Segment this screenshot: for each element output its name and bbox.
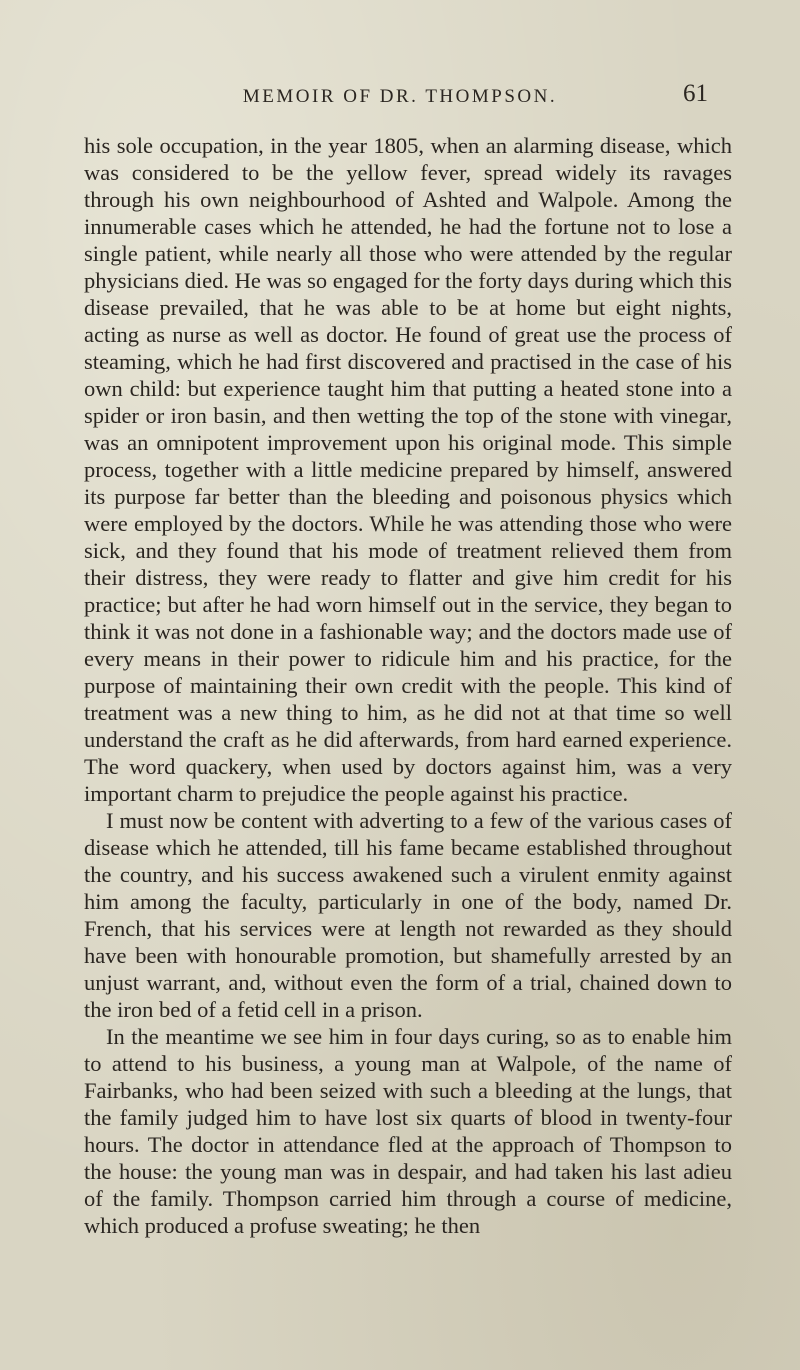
page-header	[0, 80, 800, 116]
running-title: MEMOIR OF DR. THOMPSON.	[242, 86, 558, 107]
paragraph: his sole occupation, in the year 1805, when an alarming disease, which was considered to be the yellow fever, spread widely its ravages through his own neighbourhood of Ashted and Walpole. Among the innumerable cases which he attended, he had the fortune not to lose a single patient, while nearly all those who were attended by the regular physicians died. He was so engaged for the forty days during which this disease prevailed, that he was able to be at home but eight nights, acting as nurse as well as doctor. He found of great use the process of steaming, which he had first discovered and practised in the case of his own child: but experience taught him that putting a heated stone into a spider or iron basin, and then wetting the top of the stone with vinegar, was an omnipotent improvement upon his original mode. This simple process, together with a little medicine prepared by himself, answered its purpose far better than the bleeding and poisonous physics which were employed by the doctors. While he was attending those who were sick, and they found that his mode of treatment relieved them from their distress, they were ready to flatter and give him credit for his practice; but after he had worn himself out in the service, they began to think it was not done in a fashionable way; and the doctors made use of every means in their power to ridicule him and his practice, for the purpose of maintaining their own credit with the people. This kind of treatment was a new thing to him, as he did not at that time so well understand the craft as he did afterwards, from hard earned experience. The word quackery, when used by doctors against him, was a very important charm to prejudice the people against his practice.	[84, 133, 732, 806]
paragraph: In the meantime we see him in four days curing, so as to enable him to attend to his business, a young man at Walpole, of the name of Fairbanks, who had been seized with such a bleeding at the lungs, that the family judged him to have lost six quarts of blood in twenty-four hours. The doctor in attendance fled at the approach of Thompson to the house: the young man was in despair, and had taken his last adieu of the family. Thompson carried him through a course of medicine, which produced a profuse sweating; he then	[84, 1024, 732, 1238]
paragraph: I must now be content with adverting to a few of the various cases of disease which he attended, till his fame became established throughout the country, and his success awakened such a virulent enmity against him among the faculty, particularly in one of the body, named Dr. French, that his services were at length not rewarded as they should have been with honourable promotion, but shamefully arrested by an unjust warrant, and, without even the form of a trial, chained down to the iron bed of a fetid cell in a prison.	[84, 808, 732, 1022]
page-number: 61	[683, 80, 708, 107]
body-text	[84, 132, 732, 1239]
